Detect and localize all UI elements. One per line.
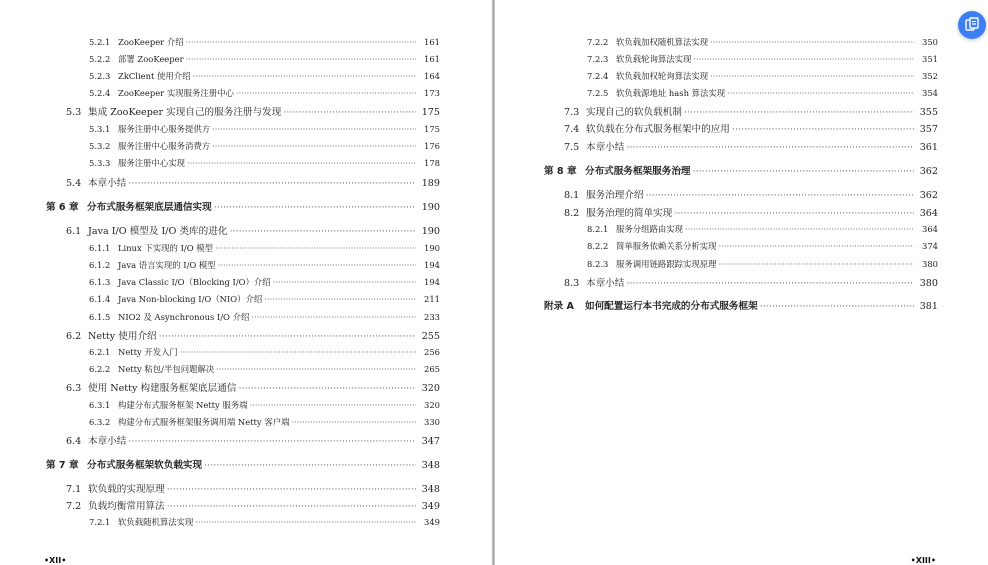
toc-entry[interactable]	[564, 121, 938, 135]
toc-entry-title: 分布式服务框架软负载实现	[87, 460, 203, 471]
page-folio: •XIII•	[910, 556, 936, 565]
toc-dot-leader	[167, 501, 416, 512]
toc-entry-page: 347	[421, 436, 440, 447]
toc-dot-leader	[264, 294, 416, 304]
toc-entry-page: 190	[424, 243, 440, 253]
toc-entry[interactable]	[89, 293, 440, 305]
toc-entry-number: 5.4	[66, 178, 82, 189]
toc-entry-page: 233	[424, 312, 440, 322]
toc-entry-page: 178	[424, 158, 440, 168]
toc-entry-number: 8.2.1	[587, 224, 609, 234]
toc-entry[interactable]	[89, 363, 440, 375]
toc-entry[interactable]	[66, 481, 440, 495]
toc-entry-number: 7.2.4	[587, 71, 609, 81]
toc-entry-title: 集成 ZooKeeper 实现自己的服务注册与发现	[88, 107, 282, 118]
toc-entry-title: 服务注册中心实现	[118, 158, 185, 168]
toc-entry-page: 265	[424, 364, 440, 374]
toc-entry[interactable]	[587, 53, 938, 65]
toc-entry-number: 6.1	[66, 226, 82, 237]
toc-entry-page: 364	[919, 208, 938, 219]
toc-entry-page: 161	[424, 37, 440, 47]
toc-entry-page: 173	[424, 88, 440, 98]
toc-entry-page: 351	[922, 54, 938, 64]
toc-entry-number: 6.1.1	[89, 243, 111, 253]
toc-entry-title: 软负载在分布式服务框架中的应用	[586, 124, 730, 135]
toc-entry-number: 5.2.1	[89, 37, 111, 47]
toc-entry-number: 8.2.3	[587, 259, 609, 269]
toc-entry[interactable]	[89, 70, 440, 82]
toc-entry[interactable]	[66, 175, 440, 189]
toc-dot-leader	[159, 331, 416, 342]
toc-entry[interactable]	[587, 258, 938, 270]
toc-entry-title: 分布式服务框架底层通信实现	[87, 202, 212, 213]
toc-entry-page: 320	[421, 383, 440, 394]
translate-icon	[964, 17, 980, 33]
toc-dot-leader	[195, 517, 416, 527]
toc-entry-page: 362	[919, 190, 938, 201]
toc-entry-page: 374	[922, 241, 938, 251]
toc-entry-number: 6.1.5	[89, 312, 111, 322]
toc-entry[interactable]	[564, 104, 938, 118]
toc-dot-leader	[229, 226, 416, 237]
floating-action-button[interactable]	[958, 11, 986, 39]
toc-entry-page: 176	[424, 141, 440, 151]
toc-entry-page: 256	[424, 347, 440, 357]
toc-entry-page: 349	[421, 501, 440, 512]
toc-entry[interactable]	[46, 199, 440, 213]
toc-entry-number: 8.3	[564, 278, 580, 289]
toc-entry-title: 部署 ZooKeeper	[118, 54, 184, 64]
toc-entry[interactable]	[89, 157, 440, 169]
toc-entry-title: Java Non-blocking I/O（NIO）介绍	[118, 294, 263, 304]
toc-entry-title: Linux 下实现的 I/O 模型	[118, 243, 213, 253]
toc-entry[interactable]	[89, 123, 440, 135]
toc-entry-number: 8.2.2	[587, 241, 609, 251]
toc-entry[interactable]	[89, 416, 440, 428]
toc-entry-title: 软负载随机算法实现	[118, 517, 194, 527]
toc-entry-page: 362	[919, 166, 938, 177]
toc-entry-title: NIO2 及 Asynchronous I/O 介绍	[118, 312, 250, 322]
toc-entry-number: 6.3	[66, 383, 82, 394]
toc-entry[interactable]	[564, 205, 938, 219]
toc-dot-leader	[218, 260, 416, 270]
toc-dot-leader	[186, 37, 416, 47]
toc-dot-leader	[251, 312, 416, 322]
toc-entry-page: 330	[424, 417, 440, 427]
toc-entry[interactable]	[89, 140, 440, 152]
toc-entry[interactable]	[587, 70, 938, 82]
toc-entry-title: 实现自己的软负载机制	[586, 107, 682, 118]
toc-entry[interactable]	[89, 87, 440, 99]
page-folio: •XII•	[44, 556, 67, 565]
toc-entry-title: 软负载加权轮询算法实现	[616, 71, 709, 81]
toc-entry-number: 7.2	[66, 501, 82, 512]
toc-entry-title: 服务治理介绍	[586, 190, 644, 201]
toc-dot-leader	[291, 417, 416, 427]
toc-entry[interactable]	[66, 380, 440, 394]
toc-entry-title: 本章小结	[586, 278, 625, 289]
toc-entry-title: 服务治理的简单实现	[586, 208, 673, 219]
toc-entry[interactable]	[587, 87, 938, 99]
toc-entry-number: 7.2.3	[587, 54, 609, 64]
toc-entry-title: 服务注册中心服务消费方	[118, 141, 211, 151]
toc-entry-number: 5.3.2	[89, 141, 111, 151]
toc-entry[interactable]	[544, 163, 938, 177]
toc-entry[interactable]	[564, 275, 938, 289]
toc-dot-leader	[732, 124, 914, 135]
toc-entry-title: 本章小结	[88, 436, 127, 447]
toc-entry-title: Netty 开发入门	[118, 347, 178, 357]
toc-dot-leader	[283, 107, 416, 118]
toc-dot-leader	[204, 460, 416, 471]
toc-dot-leader	[719, 259, 915, 269]
toc-dot-leader	[727, 88, 914, 98]
toc-entry-title: 简单服务依赖关系分析实现	[616, 241, 717, 251]
toc-entry-title: 构建分布式服务框架服务调用端 Netty 客户端	[118, 417, 290, 427]
toc-page-right	[495, 0, 988, 565]
toc-entry-title: 本章小结	[586, 142, 625, 153]
toc-entry-title: Java I/O 模型及 I/O 类库的进化	[88, 226, 228, 237]
toc-entry-number: 第 7 章	[46, 460, 79, 471]
toc-entry[interactable]	[89, 242, 440, 254]
toc-entry-page: 350	[922, 37, 938, 47]
toc-entry-page: 381	[919, 301, 938, 312]
toc-dot-leader	[212, 124, 416, 134]
toc-dot-leader	[273, 277, 416, 287]
toc-entry-title: 软负载加权随机算法实现	[616, 37, 709, 47]
toc-entry-number: 第 8 章	[544, 166, 577, 177]
toc-entry-page: 189	[421, 178, 440, 189]
toc-entry-number: 6.3.2	[89, 417, 111, 427]
toc-dot-leader	[646, 190, 914, 201]
toc-entry-page: 348	[421, 484, 440, 495]
toc-entry-title: 服务注册中心服务提供方	[118, 124, 211, 134]
toc-entry-title: ZooKeeper 介绍	[118, 37, 184, 47]
toc-entry[interactable]	[587, 240, 938, 252]
toc-entry-number: 7.2.2	[587, 37, 609, 47]
toc-entry-number: 5.3.1	[89, 124, 111, 134]
toc-entry-title: 使用 Netty 构建服务框架底层通信	[88, 383, 237, 394]
toc-dot-leader	[685, 224, 914, 234]
toc-entry[interactable]	[89, 36, 440, 48]
toc-entry-number: 7.2.5	[587, 88, 609, 98]
toc-dot-leader	[216, 364, 416, 374]
toc-entry-page: 255	[421, 331, 440, 342]
toc-entry[interactable]	[89, 346, 440, 358]
toc-entry-number: 6.2	[66, 331, 82, 342]
toc-dot-leader	[719, 241, 915, 251]
toc-entry-page: 380	[922, 259, 938, 269]
toc-entry-number: 7.4	[564, 124, 580, 135]
toc-entry-number: 7.1	[66, 484, 82, 495]
toc-entry-number: 8.2	[564, 208, 580, 219]
toc-entry-title: Java Classic I/O（Blocking I/O）介绍	[118, 277, 271, 287]
toc-entry-title: 分布式服务框架服务治理	[585, 166, 691, 177]
toc-entry-page: 349	[424, 517, 440, 527]
toc-entry[interactable]	[89, 311, 440, 323]
toc-entry-title: 软负载源地址 hash 算法实现	[616, 88, 726, 98]
toc-entry-title: 如何配置运行本书完成的分布式服务框架	[585, 301, 758, 312]
toc-entry-title: 软负载的实现原理	[88, 484, 165, 495]
toc-entry-page: 164	[424, 71, 440, 81]
toc-dot-leader	[693, 166, 914, 177]
toc-entry-title: 服务分组路由实现	[616, 224, 683, 234]
toc-dot-leader	[238, 383, 416, 394]
toc-entry-number: 5.2.4	[89, 88, 111, 98]
toc-entry[interactable]	[66, 223, 440, 237]
toc-entry-title: 本章小结	[88, 178, 127, 189]
toc-entry-title: ZkClient 使用介绍	[118, 71, 191, 81]
toc-entry-page: 211	[424, 294, 440, 304]
toc-dot-leader	[693, 54, 914, 64]
toc-entry-number: 6.2.2	[89, 364, 111, 374]
toc-page-left	[0, 0, 492, 565]
toc-dot-leader	[167, 484, 416, 495]
toc-entry[interactable]	[89, 399, 440, 411]
toc-entry-page: 190	[421, 226, 440, 237]
toc-entry-number: 5.2.2	[89, 54, 111, 64]
toc-dot-leader	[212, 141, 416, 151]
toc-entry-number: 6.2.1	[89, 347, 111, 357]
toc-entry-page: 175	[421, 107, 440, 118]
toc-dot-leader	[215, 243, 416, 253]
toc-entry-page: 357	[919, 124, 938, 135]
toc-dot-leader	[187, 158, 416, 168]
toc-entry-title: 软负载轮询算法实现	[616, 54, 692, 64]
toc-entry-page: 194	[424, 260, 440, 270]
toc-entry-number: 5.3	[66, 107, 82, 118]
toc-dot-leader	[710, 37, 914, 47]
toc-entry[interactable]	[66, 433, 440, 447]
toc-entry-page: 190	[421, 202, 440, 213]
toc-entry-page: 355	[919, 107, 938, 118]
toc-entry-number: 6.3.1	[89, 400, 111, 410]
toc-entry-title: Netty 使用介绍	[88, 331, 157, 342]
toc-entry[interactable]	[89, 53, 440, 65]
toc-entry-page: 175	[424, 124, 440, 134]
toc-dot-leader	[128, 436, 416, 447]
toc-entry[interactable]	[564, 187, 938, 201]
toc-entry[interactable]	[46, 457, 440, 471]
toc-entry[interactable]	[89, 276, 440, 288]
toc-dot-leader	[710, 71, 914, 81]
toc-entry-number: 7.3	[564, 107, 580, 118]
toc-entry[interactable]	[89, 259, 440, 271]
toc-entry-page: 352	[922, 71, 938, 81]
toc-entry-page: 364	[922, 224, 938, 234]
toc-dot-leader	[214, 202, 416, 213]
toc-entry-page: 348	[421, 460, 440, 471]
toc-entry-number: 6.1.2	[89, 260, 111, 270]
toc-entry[interactable]	[66, 104, 440, 118]
toc-entry[interactable]	[89, 516, 440, 528]
toc-entry-page: 194	[424, 277, 440, 287]
toc-entry[interactable]	[564, 139, 938, 153]
toc-entry-number: 6.1.3	[89, 277, 111, 287]
toc-entry-number: 6.4	[66, 436, 82, 447]
toc-entry-title: ZooKeeper 实现服务注册中心	[118, 88, 234, 98]
toc-entry-page: 380	[919, 278, 938, 289]
toc-entry[interactable]	[544, 298, 938, 312]
toc-entry[interactable]	[587, 223, 938, 235]
toc-entry-number: 第 6 章	[46, 202, 79, 213]
toc-dot-leader	[626, 278, 914, 289]
toc-entry-title: 负载均衡常用算法	[88, 501, 165, 512]
toc-dot-leader	[760, 301, 914, 312]
toc-entry-page: 320	[424, 400, 440, 410]
toc-dot-leader	[186, 54, 416, 64]
toc-dot-leader	[684, 107, 914, 118]
toc-entry-number: 8.1	[564, 190, 580, 201]
toc-entry[interactable]	[66, 498, 440, 512]
toc-dot-leader	[193, 71, 416, 81]
toc-entry-number: 附录 A	[544, 301, 574, 312]
toc-entry-number: 6.1.4	[89, 294, 111, 304]
toc-dot-leader	[180, 347, 416, 357]
toc-entry-number: 7.5	[564, 142, 580, 153]
toc-entry[interactable]	[587, 36, 938, 48]
toc-entry-title: 构建分布式服务框架 Netty 服务端	[118, 400, 248, 410]
toc-entry-title: 服务调用链路跟踪实现原理	[616, 259, 717, 269]
toc-dot-leader	[250, 400, 416, 410]
toc-entry-number: 7.2.1	[89, 517, 111, 527]
toc-dot-leader	[128, 178, 416, 189]
toc-entry-title: Java 语言实现的 I/O 模型	[118, 260, 216, 270]
toc-entry[interactable]	[66, 328, 440, 342]
toc-dot-leader	[626, 142, 914, 153]
toc-dot-leader	[236, 88, 416, 98]
toc-entry-number: 5.3.3	[89, 158, 111, 168]
toc-entry-page: 354	[922, 88, 938, 98]
toc-entry-number: 5.2.3	[89, 71, 111, 81]
toc-entry-page: 361	[919, 142, 938, 153]
toc-dot-leader	[674, 208, 914, 219]
toc-entry-page: 161	[424, 54, 440, 64]
toc-entry-title: Netty 粘包/半包问题解决	[118, 364, 215, 374]
